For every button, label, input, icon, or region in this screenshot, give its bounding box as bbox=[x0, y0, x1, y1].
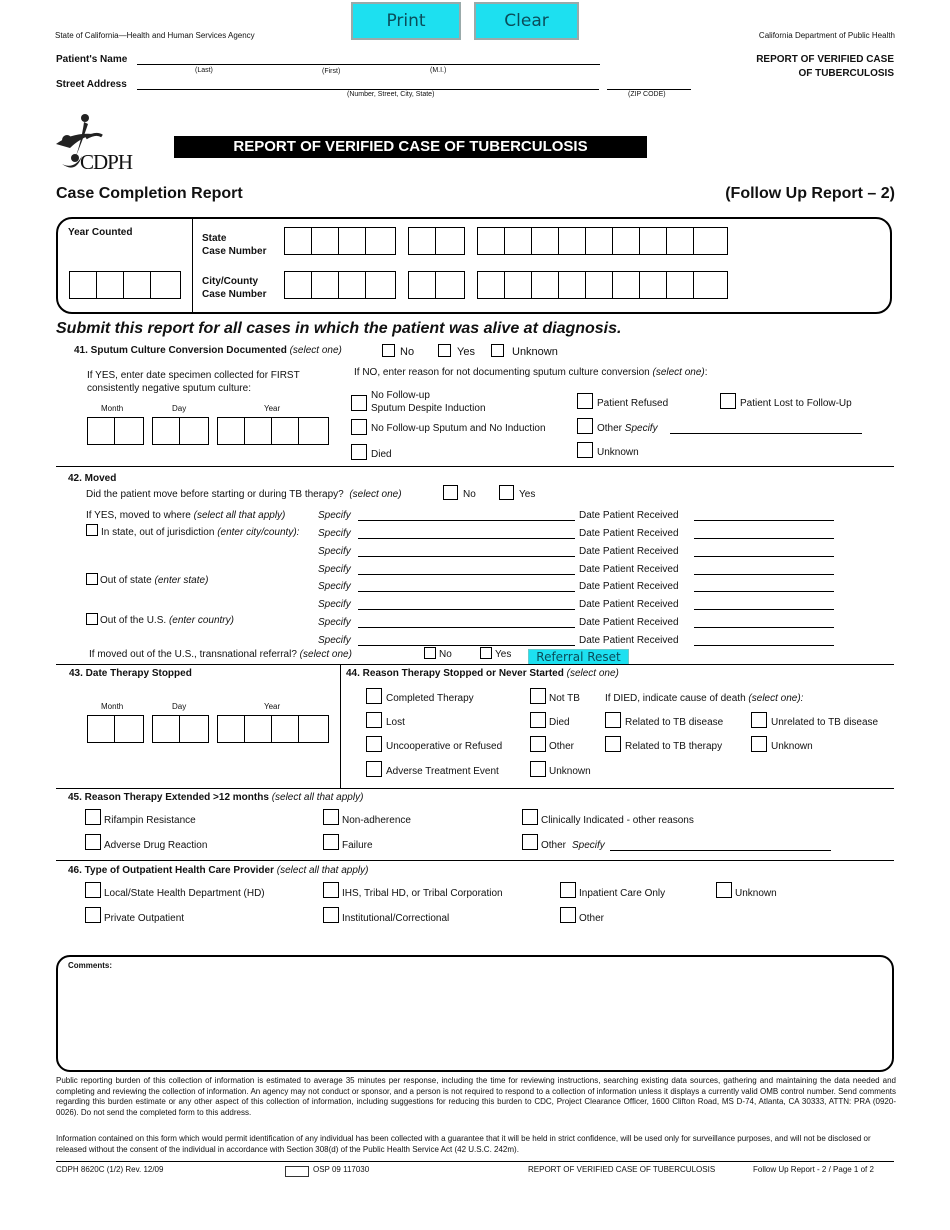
q41-reason-g-checkbox[interactable] bbox=[720, 393, 736, 409]
q42-date-received-field[interactable] bbox=[694, 597, 834, 610]
q42-specify-label: Specify bbox=[318, 599, 351, 610]
q42-specify-label: Specify bbox=[318, 617, 351, 628]
q41-day-label: Day bbox=[172, 404, 187, 413]
q46-option-checkbox[interactable] bbox=[323, 882, 339, 898]
q43-month-label: Month bbox=[101, 702, 124, 711]
q41-reason-e-checkbox[interactable] bbox=[577, 418, 593, 434]
q41-reason-c-label: Died bbox=[371, 449, 392, 460]
q44-death-cause-checkbox[interactable] bbox=[751, 736, 767, 752]
q44-death-cause-label: Unrelated to TB disease bbox=[771, 717, 879, 728]
q42-trans-yes-checkbox[interactable] bbox=[480, 647, 492, 659]
q44-option-checkbox[interactable] bbox=[530, 736, 546, 752]
q43-month-boxes[interactable] bbox=[87, 715, 144, 743]
street-address-field[interactable] bbox=[137, 77, 599, 90]
mi-hint: (M.I.) bbox=[430, 67, 447, 74]
city-case-boxes-c[interactable] bbox=[477, 271, 728, 299]
submit-note: Submit this report for all cases in which the patient was alive at diagnosis. bbox=[56, 320, 622, 337]
q46-option-checkbox[interactable] bbox=[716, 882, 732, 898]
case-id-box bbox=[56, 217, 892, 314]
state-case-boxes-a[interactable] bbox=[284, 227, 396, 255]
q41-reason-b-label: No Follow-up Sputum and No Induction bbox=[371, 423, 546, 434]
q42-out-us-label: Out of the U.S. (enter country) bbox=[100, 615, 234, 626]
q44-option-label: Lost bbox=[386, 717, 405, 728]
q42-specify-field[interactable] bbox=[358, 633, 575, 646]
q44-option-label: Not TB bbox=[549, 693, 580, 704]
case-completion-title: Case Completion Report bbox=[56, 185, 243, 202]
q46-option-checkbox[interactable] bbox=[323, 907, 339, 923]
q44-option-checkbox[interactable] bbox=[530, 712, 546, 728]
q46-option-checkbox[interactable] bbox=[560, 907, 576, 923]
q41-unknown-label: Unknown bbox=[512, 346, 558, 358]
q45-option-checkbox[interactable] bbox=[522, 834, 538, 850]
cdph-logo bbox=[52, 112, 148, 182]
q46-option-label: Other bbox=[579, 913, 605, 924]
q44-death-cause-checkbox[interactable] bbox=[605, 736, 621, 752]
q44-death-cause-checkbox[interactable] bbox=[751, 712, 767, 728]
q43-year-label: Year bbox=[264, 702, 281, 711]
q42-specify-label: Specify bbox=[318, 635, 351, 646]
q41-reason-b-checkbox[interactable] bbox=[351, 419, 367, 435]
q46-option-label: IHS, Tribal HD, or Tribal Corporation bbox=[342, 888, 503, 899]
q46-option-label: Institutional/Correctional bbox=[342, 913, 450, 924]
q44-option-label: Adverse Treatment Event bbox=[386, 766, 499, 777]
report-title-line2: OF TUBERCULOSIS bbox=[798, 68, 894, 79]
q42-specify-field[interactable] bbox=[358, 597, 575, 610]
q42-date-received-label: Date Patient Received bbox=[579, 617, 679, 628]
q42-out-us-checkbox[interactable] bbox=[86, 613, 98, 625]
q42-no-label: No bbox=[463, 489, 476, 500]
q42-transnational: If moved out of the U.S., transnational referral? (select one) bbox=[89, 649, 352, 660]
osp-number: OSP 09 117030 bbox=[313, 1165, 370, 1174]
q41-reason-a-label: No Follow-up Sputum Despite Induction bbox=[371, 390, 486, 414]
agency-name: State of California—Health and Human Services Agency bbox=[55, 31, 255, 40]
q44-option-checkbox[interactable] bbox=[530, 688, 546, 704]
footer-page: Follow Up Report - 2 / Page 1 of 2 bbox=[753, 1165, 874, 1174]
q44-option-label: Other bbox=[549, 741, 575, 752]
city-case-label: City/County Case Number bbox=[202, 276, 267, 300]
q41-month-label: Month bbox=[101, 404, 124, 413]
banner-title: REPORT OF VERIFIED CASE OF TUBERCULOSIS bbox=[174, 136, 647, 158]
form-id: CDPH 8620C (1/2) Rev. 12/09 bbox=[56, 1165, 164, 1174]
q42-date-received-label: Date Patient Received bbox=[579, 581, 679, 592]
q42-date-received-field[interactable] bbox=[694, 508, 834, 521]
street-address-label: Street Address bbox=[56, 79, 127, 90]
q41-reason-a-checkbox[interactable] bbox=[351, 395, 367, 411]
q41-year-boxes[interactable] bbox=[217, 417, 329, 445]
q42-in-state-checkbox[interactable] bbox=[86, 524, 98, 536]
q45-option-checkbox[interactable] bbox=[522, 809, 538, 825]
q41-yes-checkbox[interactable] bbox=[438, 344, 451, 357]
q44-option-label: Died bbox=[549, 717, 570, 728]
q42-date-received-field[interactable] bbox=[694, 579, 834, 592]
q45-option-label: Rifampin Resistance bbox=[104, 815, 196, 826]
q41-no-label: No bbox=[400, 346, 415, 358]
q42-date-received-label: Date Patient Received bbox=[579, 528, 679, 539]
q44-option-checkbox[interactable] bbox=[366, 712, 382, 728]
q44-option-checkbox[interactable] bbox=[530, 761, 546, 777]
q44-death-cause-label: Related to TB therapy bbox=[625, 741, 723, 752]
q45-other-specify-field[interactable] bbox=[610, 838, 831, 851]
q44-death-cause-checkbox[interactable] bbox=[605, 712, 621, 728]
q41-reason-d-checkbox[interactable] bbox=[577, 393, 593, 409]
city-case-boxes-b[interactable] bbox=[408, 271, 465, 299]
year-counted-label: Year Counted bbox=[68, 227, 133, 238]
q42-date-received-label: Date Patient Received bbox=[579, 546, 679, 557]
q41-other-specify-field[interactable] bbox=[670, 421, 862, 434]
q42-date-received-field[interactable] bbox=[694, 615, 834, 628]
q44-option-checkbox[interactable] bbox=[366, 688, 382, 704]
q44-death-cause-label: Related to TB disease bbox=[625, 717, 724, 728]
q42-specify-field[interactable] bbox=[358, 508, 575, 521]
q42-title: 42. Moved bbox=[68, 473, 117, 484]
q41-no-checkbox[interactable] bbox=[382, 344, 395, 357]
q41-title: 41. Sputum Culture Conversion Documented (select one) bbox=[74, 345, 342, 356]
q42-if-yes: If YES, moved to where (select all that apply) bbox=[86, 510, 286, 521]
q42-date-received-label: Date Patient Received bbox=[579, 635, 679, 646]
q45-option-label: Clinically Indicated - other reasons bbox=[541, 815, 694, 826]
q43-day-boxes[interactable] bbox=[152, 715, 209, 743]
q46-option-checkbox[interactable] bbox=[85, 907, 101, 923]
q44-option-checkbox[interactable] bbox=[366, 736, 382, 752]
comments-box[interactable] bbox=[56, 955, 894, 1072]
q43-title: 43. Date Therapy Stopped bbox=[69, 668, 192, 679]
q41-reason-c-checkbox[interactable] bbox=[351, 444, 367, 460]
q41-day-boxes[interactable] bbox=[152, 417, 209, 445]
q41-month-boxes[interactable] bbox=[87, 417, 144, 445]
city-case-boxes-a[interactable] bbox=[284, 271, 396, 299]
q42-date-received-field[interactable] bbox=[694, 633, 834, 646]
q42-date-received-label: Date Patient Received bbox=[579, 510, 679, 521]
q42-specify-label: Specify bbox=[318, 528, 351, 539]
q42-yes-checkbox[interactable] bbox=[499, 485, 514, 500]
q41-reason-f-checkbox[interactable] bbox=[577, 442, 593, 458]
q41-reason-e-label: Other Specify bbox=[597, 423, 658, 434]
q44-death-cause-label: Unknown bbox=[771, 741, 813, 752]
q42-out-state-label: Out of state (enter state) bbox=[100, 575, 209, 586]
q43-day-label: Day bbox=[172, 702, 187, 711]
q44-title: 44. Reason Therapy Stopped or Never Started (select one) bbox=[346, 668, 619, 679]
referral-reset-button[interactable]: Referral Reset bbox=[528, 649, 629, 665]
print-button[interactable]: Print bbox=[351, 2, 461, 40]
q41-reason-f-label: Unknown bbox=[597, 447, 639, 458]
q41-no-note: If NO, enter reason for not documenting sputum culture conversion (select one): bbox=[354, 367, 708, 378]
state-case-boxes-c[interactable] bbox=[477, 227, 728, 255]
q44-option-label: Uncooperative or Refused bbox=[386, 741, 503, 752]
q42-specify-field[interactable] bbox=[358, 544, 575, 557]
q46-option-label: Private Outpatient bbox=[104, 913, 185, 924]
q44-option-label: Unknown bbox=[549, 766, 591, 777]
first-hint: (First) bbox=[322, 68, 341, 75]
year-counted-boxes[interactable] bbox=[69, 271, 181, 299]
q42-trans-yes-label: Yes bbox=[495, 649, 512, 660]
report-title-line1: REPORT OF VERIFIED CASE bbox=[756, 54, 894, 65]
q42-date-received-label: Date Patient Received bbox=[579, 599, 679, 610]
q42-out-state-checkbox[interactable] bbox=[86, 573, 98, 585]
q46-option-label: Inpatient Care Only bbox=[579, 888, 666, 899]
q41-unknown-checkbox[interactable] bbox=[491, 344, 504, 357]
q45-option-label: Non-adherence bbox=[342, 815, 411, 826]
q45-title: 45. Reason Therapy Extended >12 months (select all that apply) bbox=[68, 792, 364, 803]
patient-name-field[interactable] bbox=[137, 52, 600, 65]
q42-question: Did the patient move before starting or during TB therapy? (select one) bbox=[86, 489, 402, 500]
comments-label: Comments: bbox=[68, 961, 113, 970]
q45-specify-label: Specify bbox=[572, 840, 605, 851]
q46-option-checkbox[interactable] bbox=[85, 882, 101, 898]
q44-option-label: Completed Therapy bbox=[386, 693, 474, 704]
q42-no-checkbox[interactable] bbox=[443, 485, 458, 500]
confidentiality-statement: Information contained on this form which would permit identification of any individual has been collected with a guarantee that it will be held in strict confidence, will be used only for surveillance purposes, and will not be disclosed or released without the consent of the individual in accordance with Section 308(d) of the Public Health Service Act (42 U.S.C. 242m). bbox=[56, 1134, 871, 1154]
state-case-boxes-b[interactable] bbox=[408, 227, 465, 255]
q45-option-checkbox[interactable] bbox=[85, 834, 101, 850]
q45-option-label: Other bbox=[541, 840, 567, 851]
last-hint: (Last) bbox=[195, 67, 213, 74]
q45-option-checkbox[interactable] bbox=[85, 809, 101, 825]
q42-specify-label: Specify bbox=[318, 581, 351, 592]
q45-option-checkbox[interactable] bbox=[323, 809, 339, 825]
q42-date-received-field[interactable] bbox=[694, 562, 834, 575]
q42-trans-no-label: No bbox=[439, 649, 452, 660]
department-name: California Department of Public Health bbox=[758, 31, 895, 40]
q42-specify-label: Specify bbox=[318, 564, 351, 575]
q41-year-label: Year bbox=[264, 404, 281, 413]
patient-name-label: Patient's Name bbox=[56, 54, 128, 65]
q41-yes-note: If YES, enter date specimen collected for FIRST consistently negative sputum culture: bbox=[87, 370, 300, 394]
burden-statement: Public reporting burden of this collection of information is estimated to average 35 minutes per response, including the time for reviewing instructions, searching existing data sources, gathering and maintaining the data needed and completing and reviewing the collection of information. An agency may not conduct or sponsor, and a person is not required to respond to a collection of information unless it displays a currently valid OMB control number. Send comments regarding this burden estimate or any other aspect of this collection of information, including suggestions for reducing this burden to CDC, Project Clearance Officer, 1600 Clifton Road, MS D-74, Atlanta, CA 30333, ATTN: PRA (0920-0026). Do not send the completed form to this address. bbox=[56, 1076, 896, 1117]
logo-text: CDPH bbox=[80, 150, 133, 174]
q46-title: 46. Type of Outpatient Health Care Provider (select all that apply) bbox=[68, 865, 369, 876]
q42-specify-field[interactable] bbox=[358, 526, 575, 539]
q45-option-label: Failure bbox=[342, 840, 373, 851]
q42-date-received-field[interactable] bbox=[694, 544, 834, 557]
q44-option-checkbox[interactable] bbox=[366, 761, 382, 777]
q42-in-state-label: In state, out of jurisdiction (enter city/county): bbox=[101, 527, 300, 538]
union-label-icon bbox=[285, 1166, 309, 1177]
q42-specify-label: Specify bbox=[318, 510, 351, 521]
q46-option-label: Local/State Health Department (HD) bbox=[104, 888, 265, 899]
q42-yes-label: Yes bbox=[519, 489, 536, 500]
footer-report: REPORT OF VERIFIED CASE OF TUBERCULOSIS bbox=[528, 1165, 716, 1174]
q45-option-label: Adverse Drug Reaction bbox=[104, 840, 208, 851]
q45-option-checkbox[interactable] bbox=[323, 834, 339, 850]
q42-date-received-label: Date Patient Received bbox=[579, 564, 679, 575]
follow-up-title: (Follow Up Report – 2) bbox=[725, 185, 895, 202]
street-hint: (Number, Street, City, State) bbox=[347, 91, 435, 98]
q42-specify-label: Specify bbox=[318, 546, 351, 557]
q43-year-boxes[interactable] bbox=[217, 715, 329, 743]
q46-option-checkbox[interactable] bbox=[560, 882, 576, 898]
zip-field[interactable] bbox=[607, 77, 691, 90]
q42-specify-field[interactable] bbox=[358, 579, 575, 592]
q42-trans-no-checkbox[interactable] bbox=[424, 647, 436, 659]
zip-hint: (ZIP CODE) bbox=[628, 91, 666, 98]
q42-specify-field[interactable] bbox=[358, 615, 575, 628]
q41-reason-d-label: Patient Refused bbox=[597, 398, 669, 409]
q46-option-label: Unknown bbox=[735, 888, 777, 899]
clear-button[interactable]: Clear bbox=[474, 2, 579, 40]
q42-specify-field[interactable] bbox=[358, 562, 575, 575]
state-case-label: State Case Number bbox=[202, 233, 267, 257]
q41-yes-label: Yes bbox=[457, 346, 475, 358]
q41-reason-g-label: Patient Lost to Follow-Up bbox=[740, 398, 852, 409]
q42-date-received-field[interactable] bbox=[694, 526, 834, 539]
q44-died-note: If DIED, indicate cause of death (select one): bbox=[605, 693, 804, 704]
